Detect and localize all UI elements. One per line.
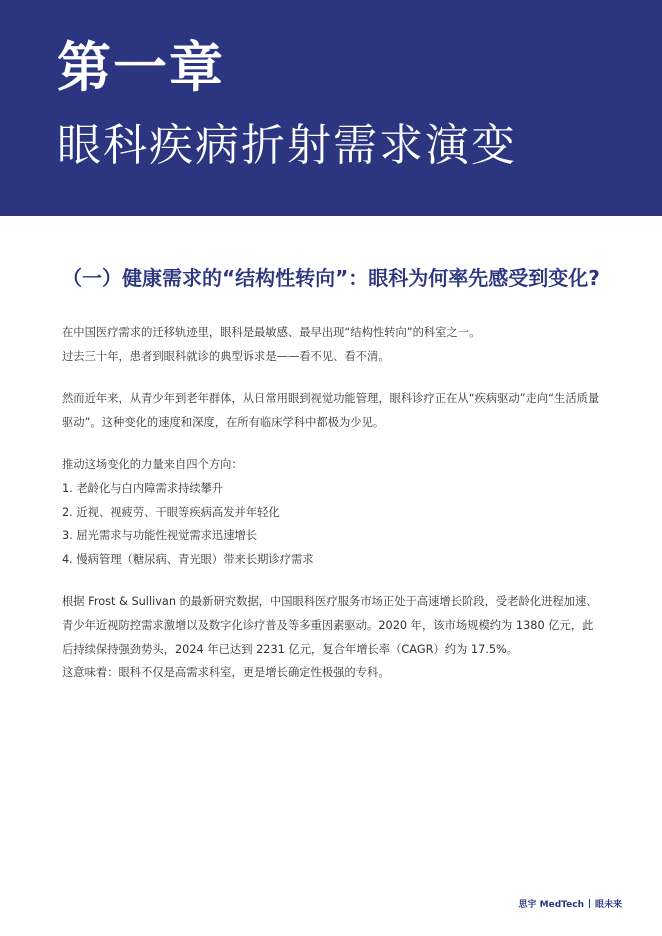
paragraph-intro-line-2: 过去三十年，患者到眼科就诊的典型诉求是——看不见、看不清。 [62,349,390,363]
body-text [62,321,602,685]
brand-tagline: 眼未来 [594,900,622,910]
list-item: 3. 屈光需求与功能性视觉需求迅速增长 [62,529,258,543]
section-heading: （一）健康需求的“结构性转向”：眼科为何率先感受到变化? [62,266,600,290]
chapter-number: 第一章 [57,36,225,99]
brand-name: 思宇 MedTech [518,900,584,910]
paragraph-spacer [62,368,602,387]
footer-brand [519,898,622,912]
paragraph-market-data: 根据 Frost & Sullivan 的最新研究数据，中国眼科医疗服务市场正处于高速增长阶段，受老龄化进程加速、青少年近视防控需求激增以及数字化诊疗普及等多重因素驱动。2020 年，该市场规模约为 1380 亿元，此后持续保持强劲势头，2024 年已达到 2231 亿元，复合年增长率（CAGR）约为 17.5%。 [62,595,598,656]
paragraph-intro-line-1: 在中国医疗需求的迁移轨迹里，眼科是最敏感、最早出现“结构性转向”的科室之一。 [62,326,481,339]
paragraph-shift: 然而近年来，从青少年到老年群体，从日常用眼到视觉功能管理，眼科诊疗正在从“疾病驱动”走向“生活质量驱动”。这种变化的速度和深度，在所有临床学科中都极为少见。 [62,392,600,429]
paragraph-spacer [62,434,602,453]
paragraph-spacer [62,571,602,590]
chapter-title: 眼科疾病折射需求演变 [57,120,517,171]
list-item: 1. 老龄化与白内障需求持续攀升 [62,481,224,495]
list-item: 4. 慢病管理（糖尿病、青光眼）带来长期诊疗需求 [62,552,314,566]
list-item: 2. 近视、视疲劳、干眼等疾病高发并年轻化 [62,505,280,519]
chapter-banner [0,0,662,216]
footer-divider [589,899,590,908]
paragraph-forces-intro: 推动这场变化的力量来自四个方向： [62,458,243,472]
paragraph-conclusion: 这意味着：眼科不仅是高需求科室，更是增长确定性极强的专科。 [62,666,390,680]
